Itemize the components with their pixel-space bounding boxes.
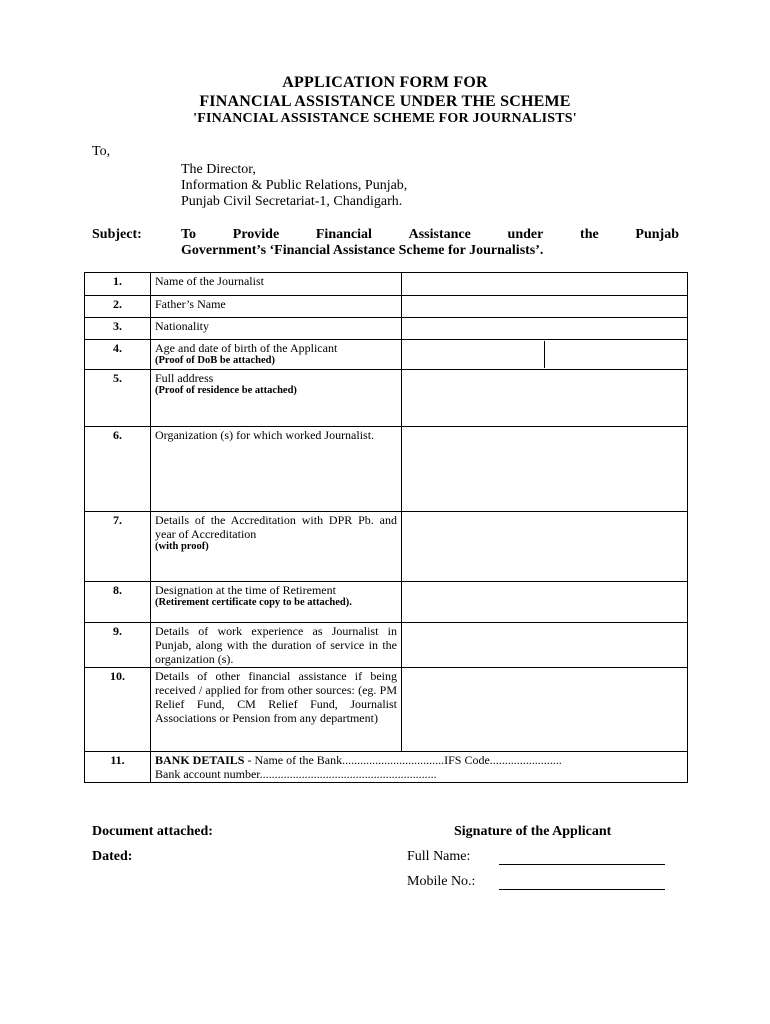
journalist-name-field[interactable] <box>402 273 688 296</box>
row-number: 3. <box>85 318 151 340</box>
subject-word: Financial <box>315 227 372 242</box>
row-label: Age and date of birth of the Applicant <box>155 341 338 355</box>
table-row <box>85 512 688 582</box>
row-label: Designation at the time of Retirement <box>155 583 336 597</box>
designation-field[interactable] <box>402 582 688 623</box>
bank-account-line: Bank account number........................................................... <box>155 767 437 781</box>
address-line-3: Punjab Civil Secretariat-1, Chandigarh. <box>181 194 403 209</box>
date-of-birth-field[interactable] <box>544 341 683 368</box>
subject-line-1 <box>181 227 679 243</box>
age-dob-cell <box>402 340 688 370</box>
subject-label: Subject: <box>92 227 142 242</box>
application-form-table <box>84 272 688 783</box>
table-row <box>85 752 688 783</box>
father-name-field[interactable] <box>402 296 688 318</box>
row-label-cell <box>151 370 402 427</box>
row-number: 1. <box>85 273 151 296</box>
address-line-1: The Director, <box>181 162 256 177</box>
row-number: 8. <box>85 582 151 623</box>
mobile-label: Mobile No.: <box>407 874 476 889</box>
table-row <box>85 427 688 512</box>
row-label: Organization (s) for which worked Journalist. <box>151 427 402 512</box>
table-row <box>85 273 688 296</box>
row-number: 10. <box>85 668 151 752</box>
other-assistance-field[interactable] <box>402 668 688 752</box>
nationality-field[interactable] <box>402 318 688 340</box>
subject-line-2: Government’s ‘Financial Assistance Scheme for Journalists’. <box>181 243 544 258</box>
row-label: Nationality <box>151 318 402 340</box>
organization-field[interactable] <box>402 427 688 512</box>
row-note: (Proof of residence be attached) <box>155 385 297 396</box>
to-label: To, <box>92 144 111 159</box>
signature-label: Signature of the Applicant <box>454 824 612 839</box>
row-label-cell <box>151 340 402 370</box>
table-row <box>85 318 688 340</box>
form-title-line1: APPLICATION FORM FOR <box>282 74 488 91</box>
form-title-scheme: 'FINANCIAL ASSISTANCE SCHEME FOR JOURNALISTS' <box>193 111 577 126</box>
subject-word: Provide <box>232 227 280 242</box>
table-row <box>85 370 688 427</box>
row-note: (Proof of DoB be attached) <box>155 355 275 366</box>
form-title-line2: FINANCIAL ASSISTANCE UNDER THE SCHEME <box>199 93 571 110</box>
mobile-line[interactable] <box>499 889 665 890</box>
row-note: (Retirement certificate copy to be attached). <box>155 597 352 608</box>
table-row <box>85 623 688 668</box>
row-label: Name of the Journalist <box>151 273 402 296</box>
row-label-cell <box>151 512 402 582</box>
table-row <box>85 582 688 623</box>
full-name-line[interactable] <box>499 864 665 865</box>
row-number: 9. <box>85 623 151 668</box>
row-label: Details of work experience as Journalist in Punjab, along with the duration of service in the organization (s). <box>151 623 402 668</box>
subject-word: the <box>580 227 599 242</box>
bank-details-label: BANK DETAILS <box>155 753 245 767</box>
row-label: Father’s Name <box>151 296 402 318</box>
row-number: 6. <box>85 427 151 512</box>
row-number: 11. <box>85 752 151 783</box>
document-attached-label: Document attached: <box>92 824 213 839</box>
table-row <box>85 296 688 318</box>
full-name-label: Full Name: <box>407 849 471 864</box>
row-label: Details of the Accreditation with DPR Pb. and year of Accreditation <box>155 513 397 541</box>
row-label: Full address <box>155 371 214 385</box>
dated-label: Dated: <box>92 849 133 864</box>
bank-details-cell[interactable] <box>151 752 688 783</box>
table-row <box>85 668 688 752</box>
subject-word: To <box>181 227 197 242</box>
row-note: (with proof) <box>155 541 209 552</box>
row-label-cell <box>151 582 402 623</box>
subject-text <box>181 227 679 259</box>
subject-word: under <box>507 227 544 242</box>
bank-name-ifsc-line: - Name of the Bank..................................IFS Code........................ <box>244 753 562 767</box>
row-label: Details of other financial assistance if being received / applied for from other sources: (eg. PM Relief Fund, CM Relief Fund, Journalist Associations or Pension from any department) <box>151 668 402 752</box>
work-experience-field[interactable] <box>402 623 688 668</box>
subject-word: Assistance <box>408 227 471 242</box>
row-number: 2. <box>85 296 151 318</box>
subject-word: Punjab <box>635 227 679 242</box>
row-number: 7. <box>85 512 151 582</box>
accreditation-field[interactable] <box>402 512 688 582</box>
address-line-2: Information & Public Relations, Punjab, <box>181 178 408 193</box>
table-row <box>85 340 688 370</box>
row-number: 4. <box>85 340 151 370</box>
row-number: 5. <box>85 370 151 427</box>
full-address-field[interactable] <box>402 370 688 427</box>
age-field[interactable] <box>406 341 544 368</box>
